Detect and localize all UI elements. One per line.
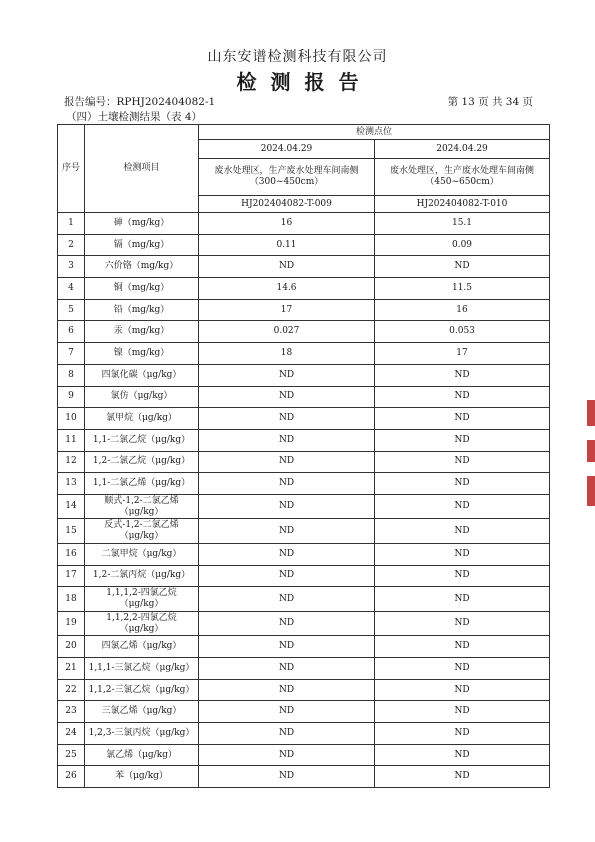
point-depth: （300~450cm）: [249, 177, 324, 187]
row-number: 9: [58, 386, 85, 408]
table-row: [58, 278, 550, 300]
row-value-point1: ND: [199, 408, 375, 430]
row-value-point1: ND: [199, 519, 375, 544]
row-value-point2: ND: [375, 611, 550, 636]
table-row: [58, 494, 550, 519]
row-value-point1: 0.11: [199, 234, 375, 256]
row-value-point2: ND: [375, 386, 550, 408]
row-value-point2: ND: [375, 519, 550, 544]
company-name: 山东安谱检测科技有限公司: [207, 49, 388, 65]
row-number: 6: [58, 321, 85, 343]
table-row: [58, 234, 550, 256]
row-number: 1: [58, 213, 85, 235]
row-item-name: 1,1,2,2-四氯乙烷: [106, 612, 177, 623]
row-value-point2: ND: [375, 543, 550, 565]
seal-stamp-fragment: [587, 476, 595, 506]
row-item: 1,2,3-三氯丙烷（μg/kg）: [85, 723, 199, 745]
table-row: [58, 636, 550, 658]
row-item: [85, 519, 199, 544]
row-number: 15: [58, 519, 85, 544]
row-item-unit: （μg/kg）: [119, 623, 164, 634]
row-item: 氯仿（μg/kg）: [85, 386, 199, 408]
row-number: 18: [58, 587, 85, 612]
row-value-point1: ND: [199, 494, 375, 519]
row-number: 10: [58, 408, 85, 430]
row-item: 苯（μg/kg）: [85, 766, 199, 788]
row-value-point2: ND: [375, 701, 550, 723]
row-number: 3: [58, 256, 85, 278]
table-row: [58, 587, 550, 612]
row-value-point2: ND: [375, 256, 550, 278]
row-number: 19: [58, 611, 85, 636]
row-item: 1,2-二氯乙烷（μg/kg）: [85, 451, 199, 473]
point-depth: （450~650cm）: [425, 177, 499, 187]
row-value-point1: ND: [199, 429, 375, 451]
row-item: 1,1,1-三氯乙烷（μg/kg）: [85, 658, 199, 680]
table-row: [58, 299, 550, 321]
row-item: [85, 611, 199, 636]
table-row: [58, 364, 550, 386]
table-row: [58, 701, 550, 723]
points-header: 检测点位: [199, 125, 550, 140]
point-date: 2024.04.29: [199, 140, 375, 159]
row-item: 二氯甲烷（μg/kg）: [85, 543, 199, 565]
row-value-point1: ND: [199, 679, 375, 701]
row-item-name: 反式-1,2-二氯乙烯: [104, 520, 179, 531]
seq-header: 序号: [58, 125, 85, 213]
row-value-point1: 14.6: [199, 278, 375, 300]
table-row: [58, 429, 550, 451]
row-item: 1,1,2-三氯乙烷（μg/kg）: [85, 679, 199, 701]
report-title: 检测报告: [236, 70, 373, 94]
row-number: 20: [58, 636, 85, 658]
section-title: （四）土壤检测结果（表 4）: [66, 111, 203, 123]
report-number: 报告编号：RPHJ202404082-1: [64, 96, 216, 108]
table-row: [58, 256, 550, 278]
row-value-point1: ND: [199, 364, 375, 386]
table-row: [58, 565, 550, 587]
seal-stamp-fragment: [587, 400, 595, 426]
row-value-point1: ND: [199, 766, 375, 788]
row-value-point1: ND: [199, 565, 375, 587]
table-row: [58, 658, 550, 680]
row-item: 1,2-二氯丙烷（μg/kg）: [85, 565, 199, 587]
row-number: 23: [58, 701, 85, 723]
row-item: 镍（mg/kg）: [85, 343, 199, 365]
table-row: [58, 543, 550, 565]
row-value-point2: ND: [375, 723, 550, 745]
row-value-point1: ND: [199, 543, 375, 565]
row-item: 铅（mg/kg）: [85, 299, 199, 321]
seal-stamp-fragment: [587, 440, 595, 462]
row-value-point2: ND: [375, 766, 550, 788]
table-row: [58, 723, 550, 745]
row-value-point1: ND: [199, 451, 375, 473]
row-value-point2: 0.053: [375, 321, 550, 343]
table-row: [58, 408, 550, 430]
row-value-point1: ND: [199, 587, 375, 612]
row-number: 21: [58, 658, 85, 680]
row-value-point2: 17: [375, 343, 550, 365]
row-number: 26: [58, 766, 85, 788]
row-value-point1: ND: [199, 386, 375, 408]
row-value-point2: ND: [375, 494, 550, 519]
row-item: 砷（mg/kg）: [85, 213, 199, 235]
table-row: [58, 343, 550, 365]
row-item: 1,1-二氯乙烷（μg/kg）: [85, 429, 199, 451]
row-item: 汞（mg/kg）: [85, 321, 199, 343]
row-item-unit: （μg/kg）: [119, 599, 164, 610]
table-row: [58, 213, 550, 235]
point-location-text: 废水处理区，生产废水处理车间南侧: [390, 166, 535, 176]
row-item: 氯甲烷（μg/kg）: [85, 408, 199, 430]
row-value-point2: 11.5: [375, 278, 550, 300]
row-value-point1: 17: [199, 299, 375, 321]
point-sample-id: HJ202404082-T-010: [375, 196, 550, 213]
row-number: 22: [58, 679, 85, 701]
row-item-unit: （μg/kg）: [119, 506, 164, 517]
row-number: 25: [58, 744, 85, 766]
row-value-point2: ND: [375, 364, 550, 386]
row-item: 六价铬（mg/kg）: [85, 256, 199, 278]
row-item-name: 顺式-1,2-二氯乙烯: [104, 495, 179, 506]
table-row: [58, 611, 550, 636]
row-number: 16: [58, 543, 85, 565]
point-location: [199, 159, 375, 196]
row-number: 5: [58, 299, 85, 321]
soil-results-table: [57, 124, 550, 788]
table-row: [58, 473, 550, 495]
point-location: [375, 159, 550, 196]
row-item-unit: （μg/kg）: [119, 531, 164, 542]
row-number: 24: [58, 723, 85, 745]
row-item: 镉（mg/kg）: [85, 234, 199, 256]
point-date: 2024.04.29: [375, 140, 550, 159]
row-value-point1: 18: [199, 343, 375, 365]
row-number: 7: [58, 343, 85, 365]
page-info: 第 13 页 共 34 页: [447, 96, 533, 108]
table-row: [58, 519, 550, 544]
row-value-point2: 0.09: [375, 234, 550, 256]
row-number: 17: [58, 565, 85, 587]
table-row: [58, 766, 550, 788]
row-value-point2: ND: [375, 587, 550, 612]
row-item: 氯乙烯（μg/kg）: [85, 744, 199, 766]
row-item-name: 1,1,1,2-四氯乙烷: [106, 588, 177, 599]
item-header: 检测项目: [85, 125, 199, 213]
row-item: 铜（mg/kg）: [85, 278, 199, 300]
row-value-point2: 15.1: [375, 213, 550, 235]
row-value-point2: ND: [375, 565, 550, 587]
row-number: 8: [58, 364, 85, 386]
row-value-point1: 16: [199, 213, 375, 235]
table-row: [58, 386, 550, 408]
row-value-point1: ND: [199, 256, 375, 278]
row-value-point2: ND: [375, 679, 550, 701]
row-item: 三氯乙烯（μg/kg）: [85, 701, 199, 723]
row-value-point1: ND: [199, 636, 375, 658]
table-row: [58, 321, 550, 343]
row-value-point2: ND: [375, 408, 550, 430]
row-item: 四氯乙烯（μg/kg）: [85, 636, 199, 658]
point-location-text: 废水处理区，生产废水处理车间南侧: [214, 166, 359, 176]
row-value-point1: 0.027: [199, 321, 375, 343]
row-number: 13: [58, 473, 85, 495]
row-number: 2: [58, 234, 85, 256]
row-value-point1: ND: [199, 701, 375, 723]
table-row: [58, 744, 550, 766]
row-value-point2: ND: [375, 429, 550, 451]
row-value-point2: ND: [375, 473, 550, 495]
row-value-point2: ND: [375, 451, 550, 473]
row-value-point1: ND: [199, 658, 375, 680]
table-row: [58, 679, 550, 701]
row-value-point1: ND: [199, 473, 375, 495]
row-value-point2: ND: [375, 658, 550, 680]
row-item: 四氯化碳（μg/kg）: [85, 364, 199, 386]
row-value-point2: ND: [375, 636, 550, 658]
row-item: [85, 587, 199, 612]
point-sample-id: HJ202404082-T-009: [199, 196, 375, 213]
table-row: [58, 451, 550, 473]
row-number: 12: [58, 451, 85, 473]
row-value-point1: ND: [199, 611, 375, 636]
row-value-point1: ND: [199, 723, 375, 745]
row-number: 4: [58, 278, 85, 300]
row-value-point2: 16: [375, 299, 550, 321]
row-number: 11: [58, 429, 85, 451]
row-number: 14: [58, 494, 85, 519]
row-value-point2: ND: [375, 744, 550, 766]
row-value-point1: ND: [199, 744, 375, 766]
row-item: [85, 494, 199, 519]
row-item: 1,1-二氯乙烯（μg/kg）: [85, 473, 199, 495]
